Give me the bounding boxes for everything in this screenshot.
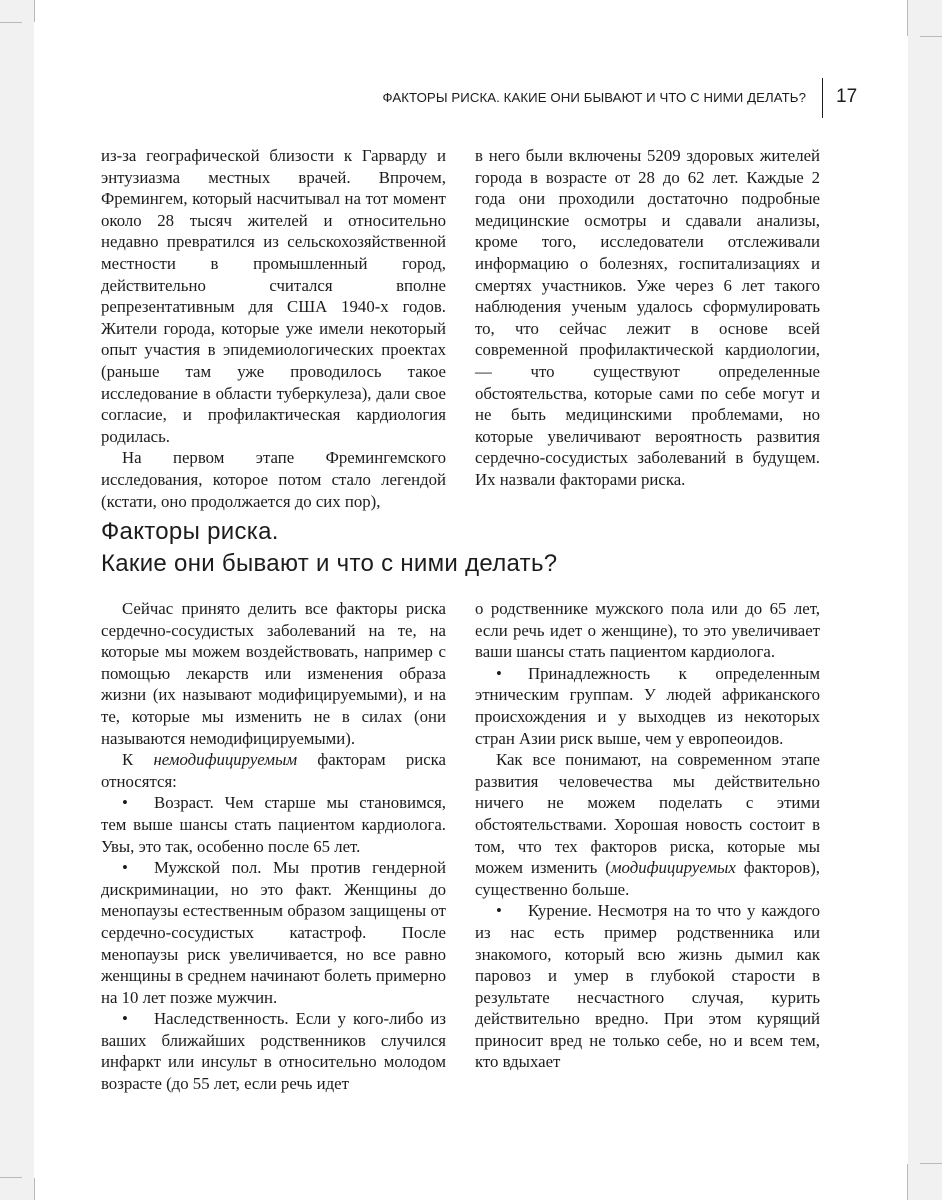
emphasis: немодифицируемым	[153, 750, 298, 770]
bullet-icon: •	[122, 793, 128, 813]
paragraph: На первом этапе Фремингемского исследования, которое потом стало легендой (кстати, оно продолжается до сих пор),	[101, 448, 446, 511]
column-top-left	[101, 145, 446, 512]
list-item	[101, 857, 446, 1008]
bullet-icon: •	[496, 663, 502, 683]
paragraph: Сейчас принято делить все факторы риска сердечно-сосудистых заболеваний на те, на которые мы можем воздействовать, например с помощью лекарств или изменения образа жизни (их называют модифицируемыми), и на те, которые мы изменить не в силах (они называются немодифицируемыми).	[101, 599, 446, 748]
bullet-icon: •	[496, 901, 502, 921]
emphasis: модифицируемых	[610, 858, 736, 878]
crop-mark	[34, 0, 35, 22]
page-number: 17	[836, 86, 858, 107]
bullet-icon: •	[122, 1009, 128, 1029]
list-item	[475, 663, 820, 749]
paragraph: в него были включены 5209 здоровых жителей города в возрасте от 28 до 62 лет. Каждые 2 года они проходили достаточно подробные медицинские осмотры и сдавали анализы, кроме того, исследователи отслеживали информацию о болезнях, госпитализациях и смертях участников. Уже через 6 лет такого наблюдения ученым удалось сформулировать то, что сейчас лежит в основе всей современной профилактической кардиологии, — что существуют определенные обстоятельства, которые сами по себе могут и не быть медицинскими проблемами, но которые увеличивают вероятность развития сердечно-сосудистых заболеваний в будущем. Их назвали факторами риска.	[475, 146, 820, 489]
crop-mark	[34, 1178, 35, 1200]
text-run: факторов), существенно больше.	[475, 858, 820, 899]
column-bottom-left	[101, 598, 446, 1095]
list-item-text: Курение. Несмотря на то что у каждого из нас есть пример родственника или знакомого, который всю жизнь дымил как паровоз и умер в глубокой старости в результате несчастного случая, курить действительно вредно. При этом курящий приносит вред не только себе, но и всем тем, кто вдыхает	[475, 901, 820, 1072]
list-item	[475, 900, 820, 1073]
paragraph	[475, 749, 820, 900]
section-heading-line: Факторы риска.	[101, 518, 279, 545]
list-item-text: Принадлежность к определенным этническим группам. У людей африканского происхождения и у выходцев из некоторых стран Азии риск выше, чем у европеоидов.	[475, 663, 820, 748]
running-head: ФАКТОРЫ РИСКА. КАКИЕ ОНИ БЫВАЮТ И ЧТО С НИМИ ДЕЛАТЬ?	[382, 90, 806, 105]
text-run: К	[122, 750, 154, 770]
list-item-text: Наследственность. Если у кого-либо из ваших ближайших родственников случился инфаркт или инсульт в относительно молодом возрасте (до 55 лет, если речь идет	[101, 1009, 446, 1094]
list-item-text: Возраст. Чем старше мы становимся, тем выше шансы стать пациентом кардиолога. Увы, это так, особенно после 65 лет.	[101, 793, 446, 856]
crop-mark	[907, 1164, 908, 1200]
header-divider	[822, 78, 823, 118]
paragraph	[101, 749, 446, 792]
paragraph: о родственнике мужского пола или до 65 лет, если речь идет о женщине), то это увеличивает ваши шансы стать пациентом кардиолога.	[475, 599, 820, 662]
text-run: Как все понимают, на современном этапе развития человечества мы действительно ничего не можем поделать с этими обстоятельствами. Хорошая новость состоит в том, что тех факторов риска, которые мы можем изменить (	[475, 750, 820, 878]
column-top-right	[475, 145, 820, 491]
crop-mark	[907, 0, 908, 36]
paragraph: из-за географической близости к Гарварду и энтузиазма местных врачей. Впрочем, Фремингем, который насчитывал на тот момент около 28 тысяч жителей и относительно недавно превратился из сельскохозяйственной местности в промышленный город, действительно считался вполне репрезентативным для США 1940-х годов. Жители города, которые уже имели некоторый опыт участия в эпидемиологических проектах (раньше там уже проводилось такое исследование в области туберкулеза), дали свое согласие, и профилактическая кардиология родилась.	[101, 146, 446, 446]
list-item	[101, 1008, 446, 1094]
crop-mark	[0, 1177, 22, 1178]
column-bottom-right	[475, 598, 820, 1073]
list-item	[101, 792, 446, 857]
list-item-text: Мужской пол. Мы против гендерной дискриминации, но это факт. Женщины до менопаузы естественным образом защищены от сердечно-сосудистых катастроф. После менопаузы риск увеличивается, но все равно женщины в среднем начинают болеть примерно на 10 лет позже мужчин.	[101, 858, 446, 1007]
text-run: факторам риска относятся:	[101, 750, 446, 791]
bullet-icon: •	[122, 858, 128, 878]
section-heading	[101, 516, 821, 580]
crop-mark	[920, 1163, 942, 1164]
crop-mark	[920, 36, 942, 37]
section-heading-line: Какие они бывают и что с ними делать?	[101, 550, 558, 577]
crop-mark	[0, 22, 22, 23]
